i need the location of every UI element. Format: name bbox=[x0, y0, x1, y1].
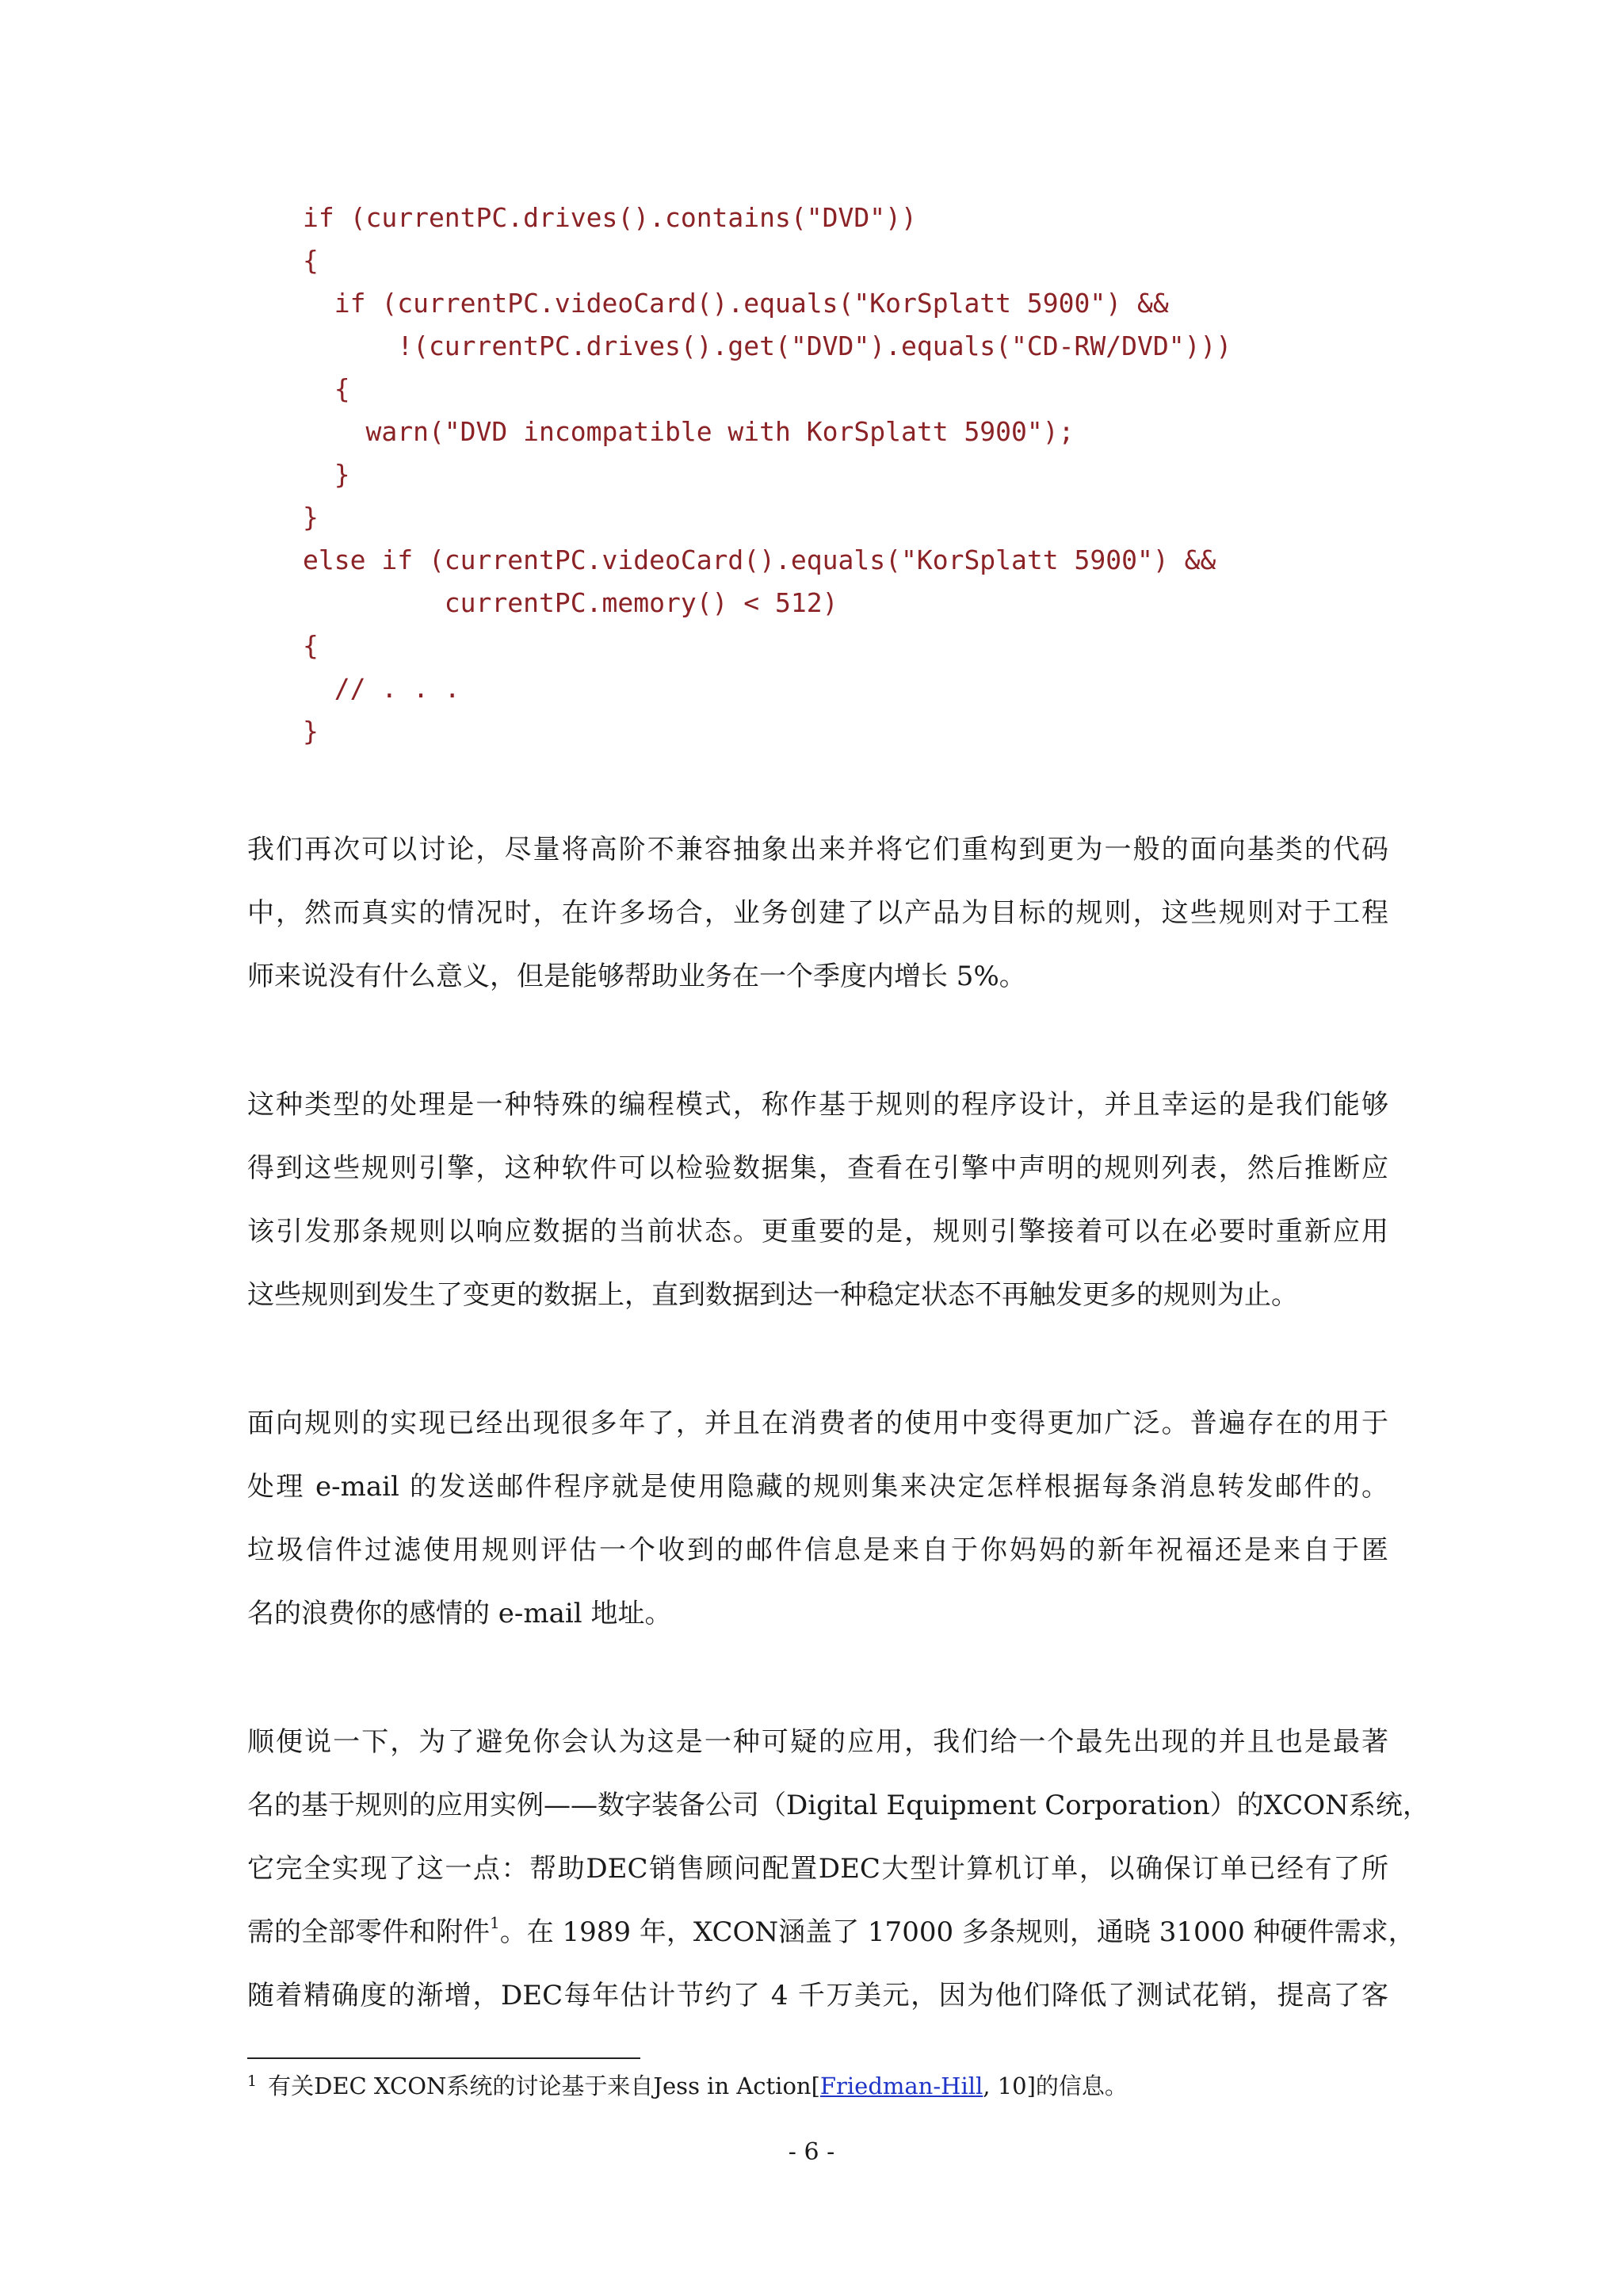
code-line: } bbox=[303, 716, 319, 747]
text-line: 名的浪费你的感情的 e-mail 地址。 bbox=[247, 1598, 672, 1629]
text-line: 我们再次可以讨论，尽量将高阶不兼容抽象出来并将它们重构到更为一般的面向基类的代码 bbox=[247, 834, 1388, 865]
code-line: // . . . bbox=[303, 673, 460, 704]
footnote-text: , 10]的信息。 bbox=[983, 2073, 1128, 2099]
text-line: 顺便说一下，为了避免你会认为这是一种可疑的应用，我们给一个最先出现的并且也是最著 bbox=[247, 1726, 1388, 1758]
footnote-reference[interactable]: 1 bbox=[490, 1912, 500, 1932]
code-line: { bbox=[303, 373, 350, 404]
code-line: } bbox=[303, 459, 350, 490]
code-block bbox=[303, 197, 1232, 753]
paragraph-xcon-example bbox=[247, 1710, 1430, 2027]
text-line: 面向规则的实现已经出现很多年了，并且在消费者的使用中变得更加广泛。普遍存在的用于 bbox=[247, 1408, 1388, 1439]
code-line: currentPC.memory() < 512) bbox=[303, 587, 838, 618]
text-line: 该引发那条规则以响应数据的当前状态。更重要的是，规则引擎接着可以在必要时重新应用 bbox=[247, 1216, 1388, 1247]
text-line-with-footnote bbox=[247, 1901, 1415, 1964]
code-line: { bbox=[303, 245, 319, 276]
paragraph-refactoring bbox=[247, 818, 1388, 1008]
text-line: 这些规则到发生了变更的数据上，直到数据到达一种稳定状态不再触发更多的规则为止。 bbox=[247, 1279, 1298, 1311]
paragraph-rule-usage bbox=[247, 1392, 1388, 1645]
text-line: 得到这些规则引擎，这种软件可以检验数据集，查看在引擎中声明的规则列表，然后推断应 bbox=[247, 1152, 1388, 1184]
text-line: 随着精确度的渐增，DEC每年估计节约了 4 千万美元，因为他们降低了测试花销，提高了客 bbox=[247, 1980, 1388, 2011]
code-line: if (currentPC.drives().contains("DVD")) bbox=[303, 202, 917, 233]
text-line: 垃圾信件过滤使用规则评估一个收到的邮件信息是来自于你妈妈的新年祝福还是来自于匿 bbox=[247, 1534, 1388, 1566]
code-line: warn("DVD incompatible with KorSplatt 5900"); bbox=[303, 416, 1075, 447]
text-line: 师来说没有什么意义，但是能够帮助业务在一个季度内增长 5%。 bbox=[247, 961, 1026, 992]
code-line: !(currentPC.drives().get("DVD").equals("CD-RW/DVD"))) bbox=[303, 330, 1232, 361]
footnote-text: 有关DEC XCON系统的讨论基于来自Jess in Action[ bbox=[268, 2073, 820, 2099]
code-line: } bbox=[303, 502, 319, 533]
text-segment: 需的全部零件和附件 bbox=[247, 1916, 490, 1948]
paragraph-rule-based-programming bbox=[247, 1073, 1388, 1327]
text-line: 它完全实现了这一点：帮助DEC销售顾问配置DEC大型计算机订单，以确保订单已经有了所 bbox=[247, 1853, 1388, 1885]
text-line: 名的基于规则的应用实例——数字装备公司（Digital Equipment Corporation）的XCON系统， bbox=[247, 1790, 1430, 1821]
footnote-citation-link[interactable]: Friedman-Hill bbox=[819, 2073, 983, 2099]
footnote bbox=[247, 2070, 1128, 2105]
footnote-divider bbox=[247, 2057, 640, 2059]
page-number: - 6 - bbox=[788, 2138, 835, 2166]
code-line: else if (currentPC.videoCard().equals("KorSplatt 5900") && bbox=[303, 544, 1216, 575]
footnote-number: 1 bbox=[247, 2073, 258, 2090]
text-line: 这种类型的处理是一种特殊的编程模式，称作基于规则的程序设计，并且幸运的是我们能够 bbox=[247, 1089, 1388, 1121]
text-line: 处理 e-mail 的发送邮件程序就是使用隐藏的规则集来决定怎样根据每条消息转发邮件的。 bbox=[247, 1471, 1388, 1503]
text-segment: 。在 1989 年，XCON涵盖了 17000 多条规则，通晓 31000 种硬件需求， bbox=[499, 1916, 1415, 1948]
text-line: 中，然而真实的情况时，在许多场合，业务创建了以产品为目标的规则，这些规则对于工程 bbox=[247, 897, 1388, 929]
code-line: if (currentPC.videoCard().equals("KorSplatt 5900") && bbox=[303, 288, 1169, 319]
code-line: { bbox=[303, 630, 319, 661]
